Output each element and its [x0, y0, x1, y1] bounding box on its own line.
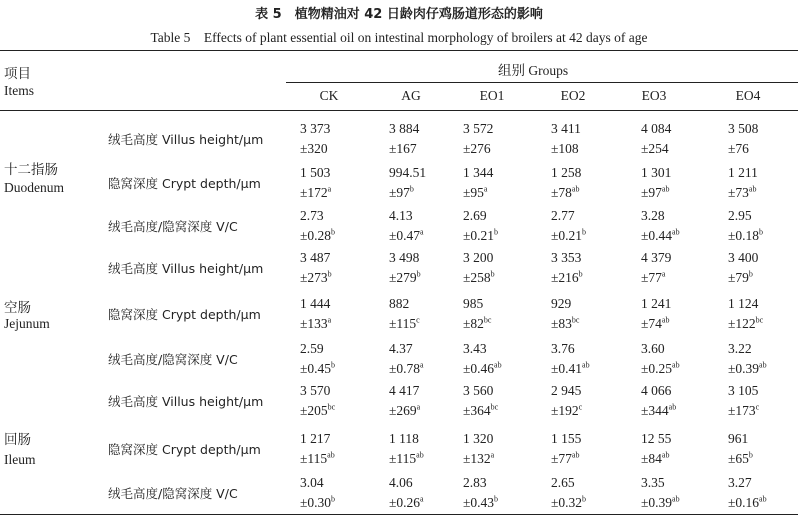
significance-letter: ab — [661, 450, 670, 460]
cell-mean: 1 217 — [300, 431, 331, 446]
sd-value: ±216 — [551, 270, 579, 285]
sd-value: ±192 — [551, 403, 579, 418]
significance-letter: a — [420, 360, 424, 370]
cell-mean: 1 155 — [551, 431, 582, 446]
cell-mean: 961 — [728, 431, 749, 446]
significance-letter: ab — [672, 494, 680, 504]
sd-value: ±269 — [389, 403, 417, 418]
cell-sd — [463, 228, 498, 244]
cell-sd — [641, 361, 680, 377]
cell-sd — [728, 495, 767, 511]
cell-sd — [728, 361, 767, 377]
cell-mean: 929 — [551, 296, 572, 311]
cell-mean: 3 373 — [300, 121, 331, 136]
row-label: 绒毛高度 Villus height/μm — [108, 261, 264, 276]
section-name-en: Ileum — [4, 452, 36, 467]
sd-value: ±172 — [300, 185, 328, 200]
cell-mean: 1 211 — [728, 165, 758, 180]
cell-sd — [551, 403, 582, 419]
cell-mean: 2.65 — [551, 475, 575, 490]
cell-mean: 882 — [389, 296, 410, 311]
significance-letter: c — [755, 402, 760, 412]
header-rule — [0, 110, 798, 111]
groups-header: 组别 Groups — [498, 63, 569, 78]
significance-letter: b — [582, 227, 587, 237]
cell-sd — [300, 403, 335, 419]
cell-mean: 2.83 — [463, 475, 487, 490]
cell-mean: 12 55 — [641, 431, 672, 446]
sd-value: ±0.32 — [551, 495, 583, 510]
significance-letter: bc — [490, 402, 499, 412]
significance-letter: b — [582, 494, 587, 504]
significance-letter: ab — [327, 450, 335, 460]
cell-mean: 4 066 — [641, 383, 672, 398]
cell-sd — [551, 270, 583, 286]
cell-sd — [728, 141, 749, 157]
cell-mean: 3 498 — [389, 250, 420, 265]
significance-letter: ab — [759, 360, 767, 370]
cell-sd — [463, 361, 502, 377]
significance-letter: a — [490, 450, 495, 460]
sd-value: ±0.39 — [728, 361, 760, 376]
sd-value: ±344 — [641, 403, 669, 418]
cell-sd — [389, 403, 420, 419]
sd-value: ±0.47 — [389, 228, 421, 243]
sd-value: ±320 — [300, 141, 328, 156]
cell-sd — [728, 185, 756, 201]
cell-sd — [389, 185, 414, 201]
cell-sd — [389, 451, 424, 467]
cell-sd — [641, 403, 676, 419]
significance-letter: b — [748, 450, 753, 460]
significance-letter: ab — [661, 184, 670, 194]
significance-letter: b — [331, 227, 336, 237]
sd-value: ±76 — [728, 141, 749, 156]
cell-mean: 3 200 — [463, 250, 494, 265]
cell-mean: 4.13 — [389, 208, 413, 223]
significance-letter: ab — [668, 402, 677, 412]
cell-mean: 3 572 — [463, 121, 494, 136]
significance-letter: a — [420, 494, 424, 504]
table-title-en: Table 5 Effects of plant essential oil on intestinal morphology of broilers at 42 days of age — [150, 30, 648, 45]
cell-sd — [463, 451, 494, 467]
cell-mean: 3 487 — [300, 250, 331, 265]
cell-mean: 4 417 — [389, 383, 420, 398]
cell-sd — [728, 316, 763, 332]
cell-mean: 994.51 — [389, 165, 427, 180]
row-label: 绒毛高度/隐窝深度 V/C — [108, 352, 238, 367]
significance-letter: b — [331, 360, 336, 370]
significance-letter: ab — [661, 315, 670, 325]
cell-mean: 3 400 — [728, 250, 759, 265]
cell-sd — [728, 451, 753, 467]
cell-mean: 3 411 — [551, 121, 581, 136]
cell-sd — [300, 316, 331, 332]
cell-sd — [641, 316, 669, 332]
cell-mean: 3.60 — [641, 341, 665, 356]
cell-sd — [641, 141, 669, 157]
cell-mean: 3 570 — [300, 383, 331, 398]
cell-sd — [389, 361, 424, 377]
cell-sd — [389, 495, 424, 511]
row-label: 绒毛高度/隐窝深度 V/C — [108, 219, 238, 234]
cell-mean: 3 353 — [551, 250, 582, 265]
significance-letter: a — [661, 269, 666, 279]
cell-sd — [551, 228, 586, 244]
cell-sd — [300, 228, 335, 244]
cell-mean: 2.77 — [551, 208, 575, 223]
cell-mean: 3 560 — [463, 383, 494, 398]
significance-letter: b — [409, 184, 414, 194]
row-label: 隐窝深度 Crypt depth/μm — [108, 442, 261, 457]
cell-sd — [389, 316, 420, 332]
top-rule — [0, 50, 798, 51]
cell-sd — [389, 270, 421, 286]
sd-value: ±0.25 — [641, 361, 673, 376]
significance-letter: ab — [416, 450, 424, 460]
sd-value: ±77 — [641, 270, 662, 285]
cell-mean: 2.59 — [300, 341, 324, 356]
cell-sd — [300, 495, 335, 511]
cell-mean: 3.35 — [641, 475, 665, 490]
cell-sd — [463, 270, 495, 286]
column-header-ck: CK — [319, 88, 339, 103]
sd-value: ±122 — [728, 316, 756, 331]
sd-value: ±77 — [551, 451, 572, 466]
cell-mean: 3.28 — [641, 208, 665, 223]
sd-value: ±84 — [641, 451, 662, 466]
sd-value: ±0.16 — [728, 495, 760, 510]
row-label: 绒毛高度 Villus height/μm — [108, 394, 264, 409]
cell-mean: 3 884 — [389, 121, 420, 136]
sd-value: ±95 — [463, 185, 484, 200]
cell-mean: 3 105 — [728, 383, 759, 398]
cell-sd — [463, 403, 498, 419]
cell-sd — [463, 185, 487, 201]
section-name-cn: 空肠 — [4, 300, 31, 316]
cell-sd — [641, 185, 669, 201]
significance-letter: b — [759, 227, 764, 237]
sd-value: ±0.43 — [463, 495, 495, 510]
sd-value: ±173 — [728, 403, 756, 418]
column-header-ag: AG — [401, 88, 421, 103]
column-header-eo4: EO4 — [735, 88, 761, 103]
cell-sd — [551, 361, 590, 377]
cell-mean: 3.76 — [551, 341, 575, 356]
sd-value: ±82 — [463, 316, 484, 331]
cell-sd — [551, 141, 579, 157]
sd-value: ±83 — [551, 316, 572, 331]
cell-mean: 2.73 — [300, 208, 324, 223]
significance-letter: b — [494, 494, 499, 504]
significance-letter: a — [416, 402, 421, 412]
cell-sd — [463, 316, 491, 332]
cell-mean: 4 379 — [641, 250, 672, 265]
cell-sd — [551, 451, 579, 467]
cell-sd — [641, 270, 665, 286]
sd-value: ±0.28 — [300, 228, 332, 243]
cell-sd — [728, 403, 759, 419]
cell-mean: 3 508 — [728, 121, 759, 136]
sd-value: ±0.44 — [641, 228, 673, 243]
section-name-en: Jejunum — [4, 316, 50, 331]
cell-mean: 1 503 — [300, 165, 331, 180]
sd-value: ±0.45 — [300, 361, 332, 376]
groups-rule — [286, 82, 798, 83]
sd-value: ±115 — [389, 316, 417, 331]
row-label: 隐窝深度 Crypt depth/μm — [108, 307, 261, 322]
cell-mean: 3.27 — [728, 475, 752, 490]
significance-letter: bc — [571, 315, 580, 325]
significance-letter: ab — [748, 184, 757, 194]
cell-mean: 1 124 — [728, 296, 759, 311]
sd-value: ±0.78 — [389, 361, 421, 376]
sd-value: ±258 — [463, 270, 491, 285]
cell-sd — [551, 495, 586, 511]
significance-letter: c — [578, 402, 583, 412]
cell-mean: 4 084 — [641, 121, 672, 136]
sd-value: ±0.41 — [551, 361, 583, 376]
sd-value: ±108 — [551, 141, 579, 156]
cell-mean: 1 320 — [463, 431, 494, 446]
cell-mean: 1 344 — [463, 165, 494, 180]
significance-letter: b — [494, 227, 499, 237]
sd-value: ±115 — [300, 451, 328, 466]
row-label: 绒毛高度 Villus height/μm — [108, 132, 264, 147]
cell-sd — [300, 361, 335, 377]
cell-sd — [300, 185, 331, 201]
cell-mean: 4.06 — [389, 475, 413, 490]
cell-sd — [389, 228, 424, 244]
table-title-cn: 表 5 植物精油对 42 日龄肉仔鸡肠道形态的影响 — [255, 7, 543, 22]
sd-value: ±364 — [463, 403, 491, 418]
significance-letter: ab — [759, 494, 767, 504]
cell-mean: 2.69 — [463, 208, 487, 223]
sd-value: ±279 — [389, 270, 417, 285]
cell-sd — [463, 141, 491, 157]
sd-value: ±205 — [300, 403, 328, 418]
sd-value: ±254 — [641, 141, 669, 156]
sd-value: ±78 — [551, 185, 572, 200]
sd-value: ±0.26 — [389, 495, 421, 510]
significance-letter: b — [416, 269, 421, 279]
section-name-en: Duodenum — [4, 180, 64, 195]
significance-letter: ab — [494, 360, 502, 370]
significance-letter: a — [327, 184, 332, 194]
sd-value: ±132 — [463, 451, 491, 466]
cell-mean: 1 118 — [389, 431, 419, 446]
cell-mean: 1 241 — [641, 296, 672, 311]
item-header-en: Items — [4, 83, 34, 98]
sd-value: ±133 — [300, 316, 328, 331]
cell-mean: 3.22 — [728, 341, 752, 356]
sd-value: ±97 — [641, 185, 662, 200]
significance-letter: a — [420, 227, 424, 237]
cell-mean: 2 945 — [551, 383, 582, 398]
cell-sd — [641, 451, 669, 467]
significance-letter: ab — [571, 184, 580, 194]
sd-value: ±0.39 — [641, 495, 673, 510]
sd-value: ±167 — [389, 141, 417, 156]
sd-value: ±0.21 — [463, 228, 495, 243]
significance-letter: b — [490, 269, 495, 279]
cell-mean: 3.04 — [300, 475, 324, 490]
significance-letter: ab — [672, 227, 680, 237]
section-name-cn: 十二指肠 — [4, 162, 58, 178]
bottom-rule — [0, 514, 798, 515]
significance-letter: b — [748, 269, 753, 279]
cell-sd — [728, 228, 763, 244]
cell-sd — [300, 451, 335, 467]
sd-value: ±0.46 — [463, 361, 495, 376]
significance-letter: ab — [582, 360, 590, 370]
cell-sd — [551, 316, 579, 332]
sd-value: ±0.18 — [728, 228, 760, 243]
cell-mean: 1 444 — [300, 296, 331, 311]
sd-value: ±0.30 — [300, 495, 332, 510]
cell-sd — [551, 185, 579, 201]
sd-value: ±97 — [389, 185, 410, 200]
cell-mean: 3.43 — [463, 341, 487, 356]
cell-sd — [641, 495, 680, 511]
significance-letter: bc — [755, 315, 764, 325]
significance-letter: a — [327, 315, 332, 325]
sd-value: ±115 — [389, 451, 417, 466]
significance-letter: b — [331, 494, 336, 504]
sd-value: ±65 — [728, 451, 749, 466]
cell-sd — [728, 270, 753, 286]
sd-value: ±276 — [463, 141, 491, 156]
cell-mean: 1 301 — [641, 165, 672, 180]
significance-letter: c — [416, 315, 420, 325]
cell-mean: 2.95 — [728, 208, 752, 223]
significance-letter: ab — [672, 360, 680, 370]
significance-letter: a — [483, 184, 488, 194]
row-label: 隐窝深度 Crypt depth/μm — [108, 176, 261, 191]
cell-sd — [300, 141, 328, 157]
cell-sd — [641, 228, 680, 244]
sd-value: ±74 — [641, 316, 662, 331]
significance-letter: bc — [483, 315, 492, 325]
cell-sd — [463, 495, 498, 511]
cell-sd — [389, 141, 417, 157]
cell-sd — [300, 270, 332, 286]
significance-letter: b — [578, 269, 583, 279]
sd-value: ±0.21 — [551, 228, 583, 243]
item-header-cn: 项目 — [4, 66, 31, 82]
cell-mean: 1 258 — [551, 165, 582, 180]
sd-value: ±73 — [728, 185, 749, 200]
significance-letter: b — [327, 269, 332, 279]
significance-letter: ab — [571, 450, 580, 460]
sd-value: ±273 — [300, 270, 328, 285]
cell-mean: 4.37 — [389, 341, 413, 356]
column-header-eo2: EO2 — [560, 88, 586, 103]
section-name-cn: 回肠 — [4, 432, 31, 448]
row-label: 绒毛高度/隐窝深度 V/C — [108, 486, 238, 501]
column-header-eo1: EO1 — [479, 88, 505, 103]
sd-value: ±79 — [728, 270, 749, 285]
column-header-eo3: EO3 — [641, 88, 667, 103]
significance-letter: bc — [327, 402, 336, 412]
cell-mean: 985 — [463, 296, 484, 311]
